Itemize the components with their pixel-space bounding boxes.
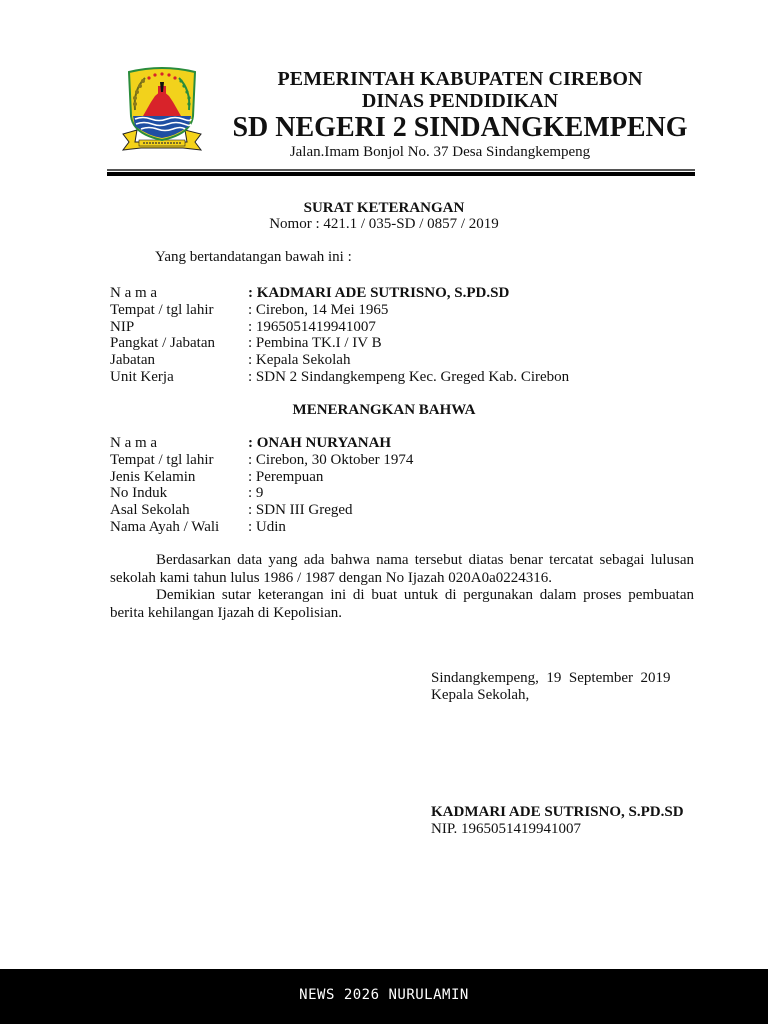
- signature-place-date: Sindangkempeng, 19 September 2019: [431, 670, 671, 686]
- field-row: [110, 502, 413, 519]
- field-value: : SDN 2 Sindangkempeng Kec. Greged Kab. Cirebon: [248, 368, 570, 385]
- letter-number: Nomor : 421.1 / 035-SD / 0857 / 2019: [269, 216, 499, 232]
- body-paragraph: Demikian sutar keterangan ini di buat untuk di pergunakan dalam proses pembuatan berita kehilangan Ijazah di Kepolisian.: [110, 587, 694, 621]
- field-label: Pangkat / Jabatan: [110, 335, 215, 352]
- subject-fields: [110, 435, 413, 536]
- letterhead-government: PEMERINTAH KABUPATEN CIREBON: [277, 68, 643, 90]
- field-label: Unit Kerja: [110, 368, 174, 385]
- field-label: Jabatan: [110, 352, 155, 369]
- letter-body: [110, 552, 694, 622]
- field-row: [110, 369, 569, 386]
- field-value: : Cirebon, 14 Mei 1965: [248, 301, 389, 318]
- field-label: Nama Ayah / Wali: [110, 518, 220, 535]
- field-value: : Kepala Sekolah: [248, 352, 351, 369]
- field-row: [110, 469, 413, 486]
- field-row: [110, 352, 569, 369]
- letterhead-divider-thick: [107, 172, 695, 176]
- field-label: NIP: [110, 318, 135, 335]
- field-row: [110, 485, 413, 502]
- letterhead-department: DINAS PENDIDIKAN: [361, 90, 559, 112]
- field-label: N a m a: [110, 285, 158, 301]
- letterhead-address: Jalan.Imam Bonjol No. 37 Desa Sindangkempeng: [289, 144, 591, 160]
- field-value: : 1965051419941007: [248, 318, 376, 335]
- field-value: : Perempuan: [248, 468, 324, 485]
- section-heading: MENERANGKAN BAHWA: [292, 402, 476, 418]
- signer-fields: [110, 285, 569, 386]
- signature-header: [431, 670, 671, 704]
- footer-banner: [0, 969, 768, 1024]
- field-label: N a m a: [110, 435, 158, 451]
- field-label: Jenis Kelamin: [110, 468, 196, 485]
- field-row: [110, 335, 569, 352]
- letterhead-divider-thin: [107, 169, 695, 171]
- footer-text: NEWS 2026 NURULAMIN: [299, 987, 469, 1003]
- field-label: No Induk: [110, 485, 168, 502]
- field-value: : Pembina TK.I / IV B: [248, 335, 382, 352]
- field-value: : ONAH NURYANAH: [248, 435, 392, 451]
- letter-title: SURAT KETERANGAN: [303, 200, 465, 216]
- field-value: : Udin: [248, 518, 286, 535]
- cirebon-regency-emblem-icon: [121, 64, 203, 156]
- field-value: : SDN III Greged: [248, 502, 353, 519]
- field-row: [110, 285, 569, 302]
- field-row: [110, 452, 413, 469]
- field-value: : Cirebon, 30 Oktober 1974: [248, 451, 414, 468]
- field-label: Asal Sekolah: [110, 502, 190, 519]
- field-label: Tempat / tgl lahir: [110, 451, 214, 468]
- field-row: [110, 302, 569, 319]
- field-row: [110, 435, 413, 452]
- field-row: [110, 519, 413, 536]
- signature-position: Kepala Sekolah,: [431, 686, 530, 703]
- letter-intro: Yang bertandatangan bawah ini :: [155, 249, 352, 265]
- field-value: : 9: [248, 485, 264, 502]
- letterhead: [210, 68, 710, 161]
- signature-nip: NIP. 1965051419941007: [431, 820, 582, 837]
- field-value: : KADMARI ADE SUTRISNO, S.PD.SD: [248, 285, 510, 301]
- signature-block: [431, 804, 684, 838]
- field-row: [110, 319, 569, 336]
- field-label: Tempat / tgl lahir: [110, 301, 214, 318]
- signature-name: KADMARI ADE SUTRISNO, S.PD.SD: [431, 804, 684, 820]
- letterhead-school-name: SD NEGERI 2 SINDANGKEMPENG: [232, 112, 688, 143]
- body-paragraph: Berdasarkan data yang ada bahwa nama tersebut diatas benar tercatat sebagai lulusan sekolah kami tahun lulus 1986 / 1987 dengan No Ijazah 020A0a0224316.: [110, 552, 694, 586]
